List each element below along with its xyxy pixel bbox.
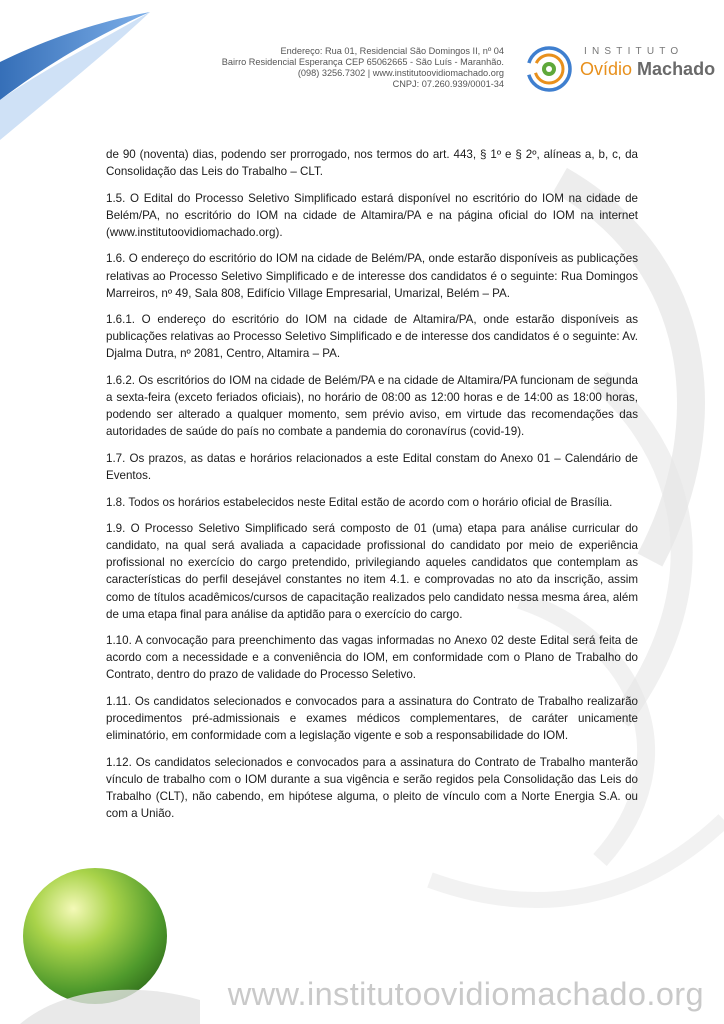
institute-logo [522, 42, 716, 96]
paragraph: 1.10. A convocação para preenchimento das vagas informadas no Anexo 02 deste Edital será feita de acordo com a necessidade e a conveniência do IOM, em conformidade com o Plano de Trabalho do Contrato, dentro do prazo de validade do Processo Seletivo. [106, 634, 638, 682]
paragraph: 1.6. O endereço do escritório do IOM na cidade de Belém/PA, onde estarão disponíveis as publicações relativas ao Processo Seletivo Simplificado e de interesse dos candidatos é o seguinte: Rua Domingos Marreiros, nº 49, Sala 808, Edifício Village Empresarial, Umarizal, Belém – PA. [106, 252, 638, 300]
address-line: (098) 3256.7302 | www.institutoovidiomachado.org [297, 68, 504, 78]
paragraph: 1.12. Os candidatos selecionados e convocados para a assinatura do Contrato de Trabalho manterão vínculo de trabalho com o IOM durante a sua vigência e serão regidos pela Consolidação das Leis do Trabalho (CLT), não cabendo, em hipótese alguma, o pleito de vínculo com a Norte Energia S.A. ou com a União. [106, 755, 638, 821]
paragraph: 1.7. Os prazos, as datas e horários relacionados a este Edital constam do Anexo 01 – Calendário de Eventos. [106, 451, 638, 482]
logo-name [580, 59, 715, 80]
logo-tagline: INSTITUTO [584, 46, 684, 57]
footer-website-watermark: www.institutoovidiomachado.org [227, 976, 704, 1012]
address-line: Bairro Residencial Esperança CEP 65062665 - São Luís - Maranhão. [221, 57, 504, 67]
address-line: Endereço: Rua 01, Residencial São Domingos II, nº 04 [280, 46, 504, 56]
paragraph: 1.6.1. O endereço do escritório do IOM na cidade de Altamira/PA, onde estarão disponíveis as publicações relativas ao Processo Seletivo Simplificado e de interesse dos candidatos é o seguinte: Av. Djalma Dutra, nº 2081, Centro, Altamira – PA. [106, 313, 638, 361]
header-address-block [160, 46, 504, 90]
paragraph: 1.9. O Processo Seletivo Simplificado será composto de 01 (uma) etapa para análise curricular do candidato, na qual será avaliada a capacidade profissional do candidato por meio de experiência profissional no exercício do cargo pretendido, privilegiando aqueles candidatos que contemplam as características do perfil desejável constantes no item 4.1. e comprovadas no ato da inscrição, assim como de títulos acadêmicos/cursos de capacitação realizados pelo candidato nessa mesma área, além de uma etapa final para análise da aptidão para o exercício do cargo. [106, 522, 638, 621]
logo-emblem-icon [522, 42, 582, 96]
paragraph: 1.11. Os candidatos selecionados e convocados para a assinatura do Contrato de Trabalho realizarão procedimentos pré-admissionais e exames médicos complementares, de caráter unicamente eliminatório, em conformidade com a legislação vigente e sob a responsabilidade do IOM. [106, 695, 638, 743]
paragraph: 1.5. O Edital do Processo Seletivo Simplificado estará disponível no escritório do IOM na cidade de Belém/PA, no escritório do IOM na cidade de Altamira/PA e na página oficial do IOM na internet (www.institutoovidiomachado.org). [106, 191, 638, 239]
paragraph: 1.6.2. Os escritórios do IOM na cidade de Belém/PA e na cidade de Altamira/PA funcionam de segunda a sexta-feira (exceto feriados oficiais), no horário de 08:00 as 12:00 horas e de 14:00 as 18:00 horas, podendo ser alterado a qualquer momento, sem prévio aviso, em virtude das recomendações das autoridades de saúde do país no combate a pandemia do coronavírus (covid-19). [106, 374, 638, 439]
address-line: CNPJ: 07.260.939/0001-34 [392, 79, 504, 89]
paragraph: de 90 (noventa) dias, podendo ser prorrogado, nos termos do art. 443, § 1º e § 2º, alíneas a, b, c, da Consolidação das Leis do Trabalho – CLT. [106, 148, 638, 179]
document-body [106, 146, 638, 832]
logo-name-last: Machado [637, 59, 716, 79]
blue-swoosh-shape [0, 12, 150, 140]
logo-name-first: Ovídio [580, 59, 633, 79]
paragraph: 1.8. Todos os horários estabelecidos neste Edital estão de acordo com o horário oficial de Brasília. [106, 495, 613, 509]
